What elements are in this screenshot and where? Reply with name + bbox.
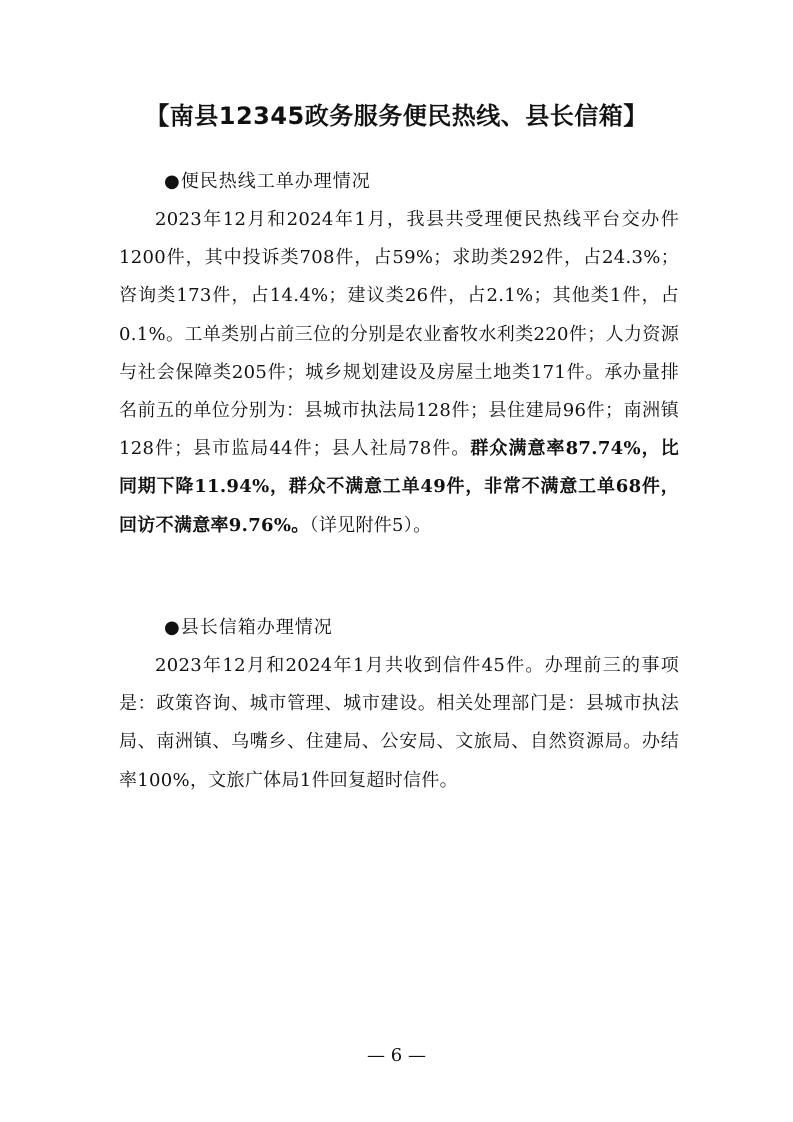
hotline-appendix-note: （详见附件5）。 bbox=[309, 514, 432, 536]
hotline-section bbox=[119, 163, 679, 545]
page-title: 【南县12345政务服务便民热线、县长信箱】 bbox=[145, 102, 648, 130]
mailbox-section bbox=[119, 609, 679, 800]
hotline-satisfaction-text: 群众满意率87.74%，比同期下降11.94%，群众不满意工单49件，非常不满意工单68件，回访不满意率9.76%。 bbox=[119, 438, 679, 536]
hotline-text: 2023年12月和2024年1月，我县共受理便民热线平台交办件1200件，其中投诉类708件，占59%；求助类292件，占24.3%；咨询类173件，占14.4%；建议类26件，占2.1%；其他类1件，占0.1%。工单类别占前三位的分别是农业畜牧水利类220件；人力资源与社会保障类205件；城乡规划建设及房屋土地类171件。承办量排名前五的单位分别为：县城市执法局128件；县住建局96件；南洲镇128件；县市监局44件；县人社局78件。 bbox=[119, 209, 679, 460]
mailbox-paragraph: 2023年12月和2024年1月共收到信件45件。办理前三的事项是：政策咨询、城市管理、城市建设。相关处理部门是：县城市执法局、南洲镇、乌嘴乡、住建局、公安局、文旅局、自然资源局。办结率100%，文旅广体局1件回复超时信件。 bbox=[119, 655, 679, 791]
hotline-section-heading: ●便民热线工单办理情况 bbox=[164, 171, 371, 192]
page-number: — 6 — bbox=[367, 1045, 426, 1066]
mailbox-section-heading: ●县长信箱办理情况 bbox=[164, 617, 333, 638]
hotline-paragraph bbox=[119, 201, 679, 545]
